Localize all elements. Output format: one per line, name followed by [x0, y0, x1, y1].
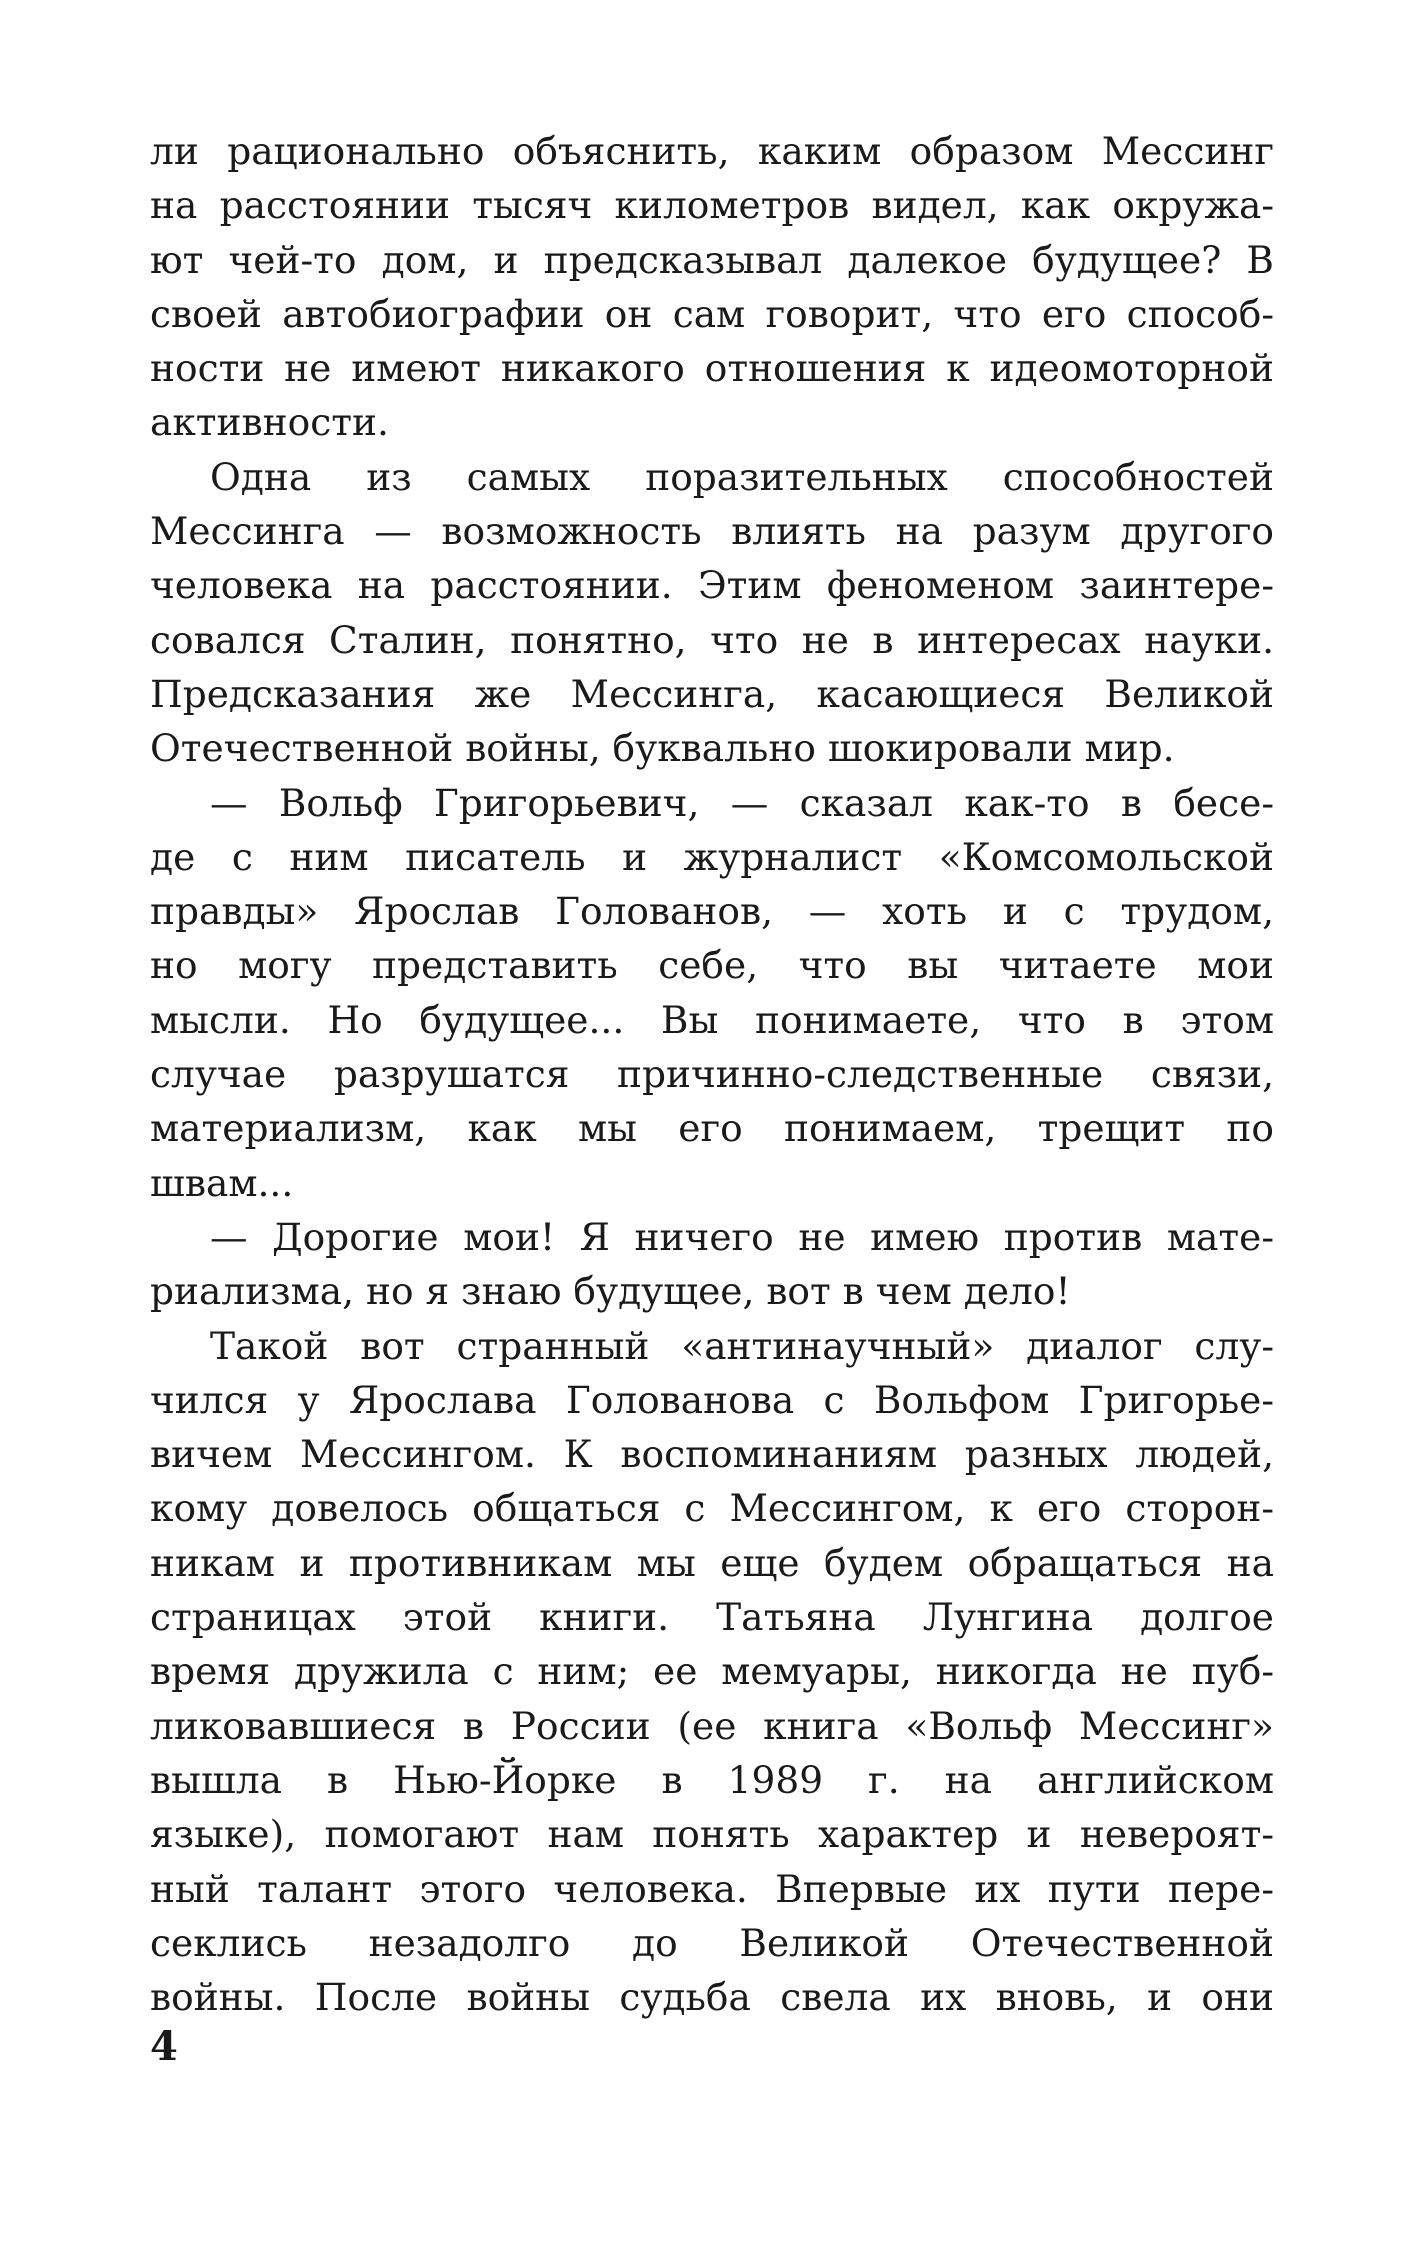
- text-line: кому довелось общаться с Мессингом, к его сторон-: [150, 1486, 1274, 1531]
- text-line: но могу представить себе, что вы читаете мои: [150, 943, 1274, 988]
- text-line: ности не имеют никакого отношения к идеомоторной: [150, 346, 1274, 391]
- text-line: чился у Ярослава Голованова с Вольфом Григорье-: [150, 1377, 1274, 1422]
- text-line: языке), помогают нам понять характер и невероят-: [150, 1812, 1274, 1857]
- text-line: Такой вот странный «антинаучный» диалог слу-: [210, 1323, 1274, 1368]
- text-line: — Вольф Григорьевич, — сказал как-то в бесе-: [210, 780, 1274, 825]
- text-line: своей автобиографии он сам говорит, что его способ-: [150, 291, 1274, 336]
- text-line: Отечественной войны, буквально шокировали мир.: [150, 726, 1175, 771]
- text-line: — Дорогие мои! Я ничего не имею против мате-: [210, 1214, 1274, 1259]
- text-line: на расстоянии тысяч километров видел, как окружа-: [150, 183, 1274, 228]
- text-line: вичем Мессингом. К воспоминаниям разных людей,: [150, 1432, 1274, 1477]
- text-line: материализм, как мы его понимаем, трещит по: [150, 1106, 1274, 1151]
- text-line: человека на расстоянии. Этим феноменом заинтере-: [150, 563, 1274, 608]
- text-line: ли рационально объяснить, каким образом Мессинг: [150, 129, 1274, 173]
- text-line: мысли. Но будущее... Вы понимаете, что в этом: [150, 997, 1274, 1042]
- text-line: Предсказания же Мессинга, касающиеся Великой: [150, 671, 1274, 716]
- text-line: швам...: [150, 1160, 294, 1205]
- page-number: 4: [150, 2023, 178, 2070]
- text-line: активности.: [150, 400, 389, 445]
- text-line: правды» Ярослав Голованов, — хоть и с трудом,: [150, 889, 1274, 934]
- text-line: случае разрушатся причинно-следственные связи,: [150, 1052, 1274, 1097]
- text-line: ликовавшиеся в России (ее книга «Вольф Мессинг»: [150, 1703, 1274, 1748]
- text-line: секлись незадолго до Великой Отечественной: [150, 1920, 1274, 1965]
- text-line: войны. После войны судьба свела их вновь, и они: [150, 1975, 1274, 2020]
- body-text: [150, 124, 1274, 2024]
- text-line: ный талант этого человека. Впервые их пути пере-: [150, 1866, 1274, 1911]
- text-line: Одна из самых поразительных способностей: [210, 454, 1274, 499]
- text-line: совался Сталин, понятно, что не в интересах науки.: [150, 617, 1274, 662]
- text-line: страницах этой книги. Татьяна Лунгина долгое: [150, 1595, 1274, 1640]
- text-line: ют чей-то дом, и предсказывал далекое будущее? В: [150, 237, 1274, 282]
- text-line: Мессинга — возможность влиять на разум другого: [150, 509, 1274, 554]
- text-line: никам и противникам мы еще будем обращаться на: [150, 1540, 1274, 1585]
- text-line: время дружила с ним; ее мемуары, никогда не пуб-: [150, 1649, 1274, 1694]
- text-line: де с ним писатель и журналист «Комсомольской: [150, 834, 1274, 879]
- text-line: вышла в Нью-Йорке в 1989 г. на английском: [150, 1757, 1274, 1802]
- text-line: риализма, но я знаю будущее, вот в чем дело!: [150, 1269, 1071, 1314]
